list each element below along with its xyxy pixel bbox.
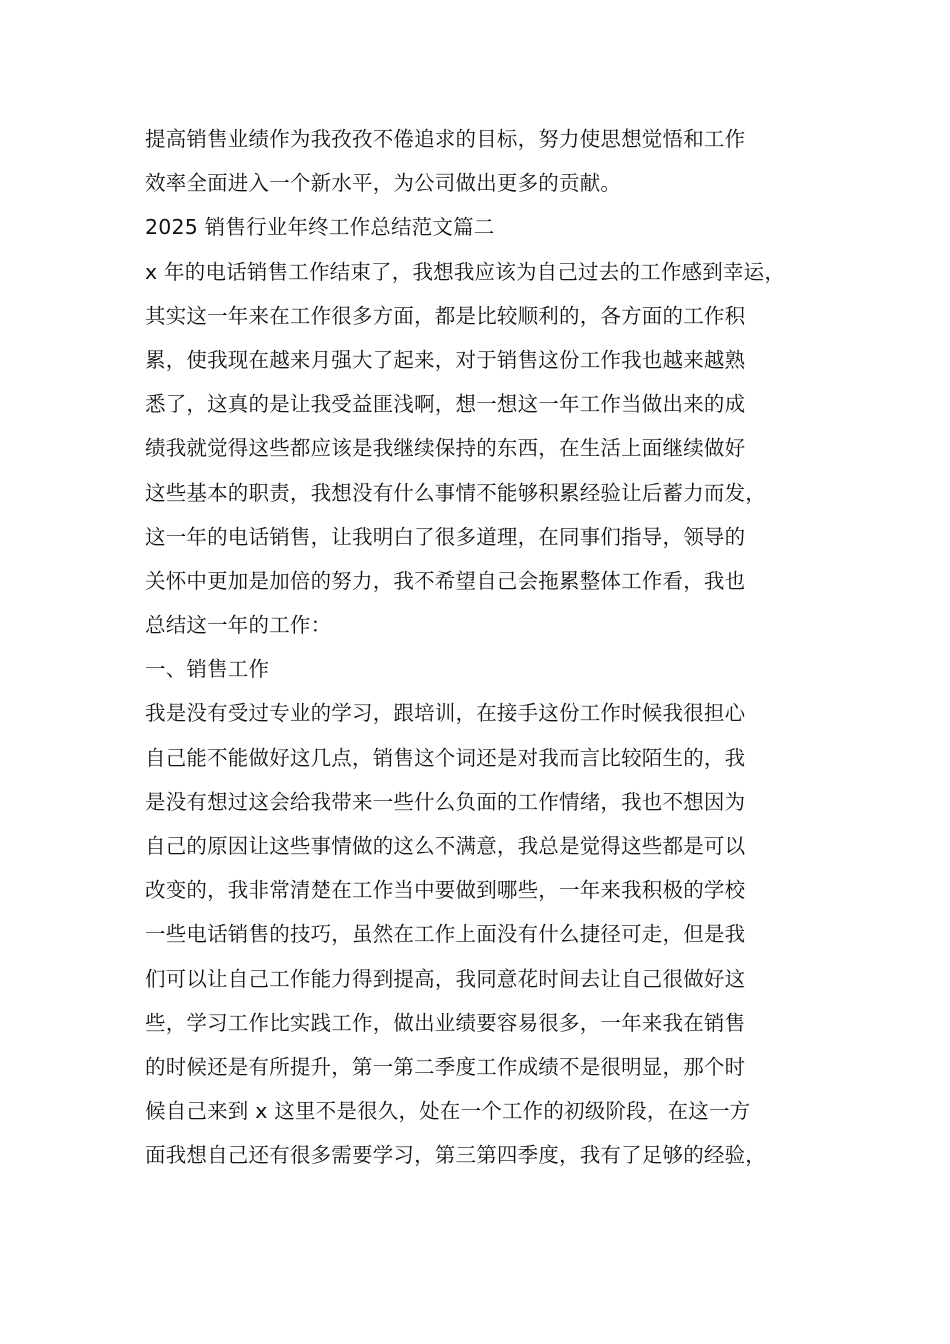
text-line: 一些电话销售的技巧，虽然在工作上面没有什么捷径可走，但是我	[145, 922, 746, 947]
text-line: 这一年的电话销售，让我明白了很多道理，在同事们指导，领导的	[145, 524, 746, 549]
text-line: x 年的电话销售工作结束了，我想我应该为自己过去的工作感到幸运，	[145, 259, 786, 284]
subsection-heading: 一、销售工作	[145, 657, 270, 682]
document-body	[145, 117, 835, 1178]
text-line: 面我想自己还有很多需要学习，第三第四季度，我有了足够的经验，	[145, 1143, 766, 1168]
text-line: 候自己来到 x 这里不是很久，处在一个工作的初级阶段，在这一方	[145, 1099, 751, 1124]
text-line: 悉了，这真的是让我受益匪浅啊，想一想这一年工作当做出来的成	[145, 392, 746, 417]
text-line: 累，使我现在越来月强大了起来，对于销售这份工作我也越来越熟	[145, 347, 746, 372]
text-line: 的时候还是有所提升，第一第二季度工作成绩不是很明显，那个时	[145, 1054, 746, 1079]
text-line: 些，学习工作比实践工作，做出业绩要容易很多，一年来我在销售	[145, 1010, 746, 1035]
text-line: 绩我就觉得这些都应该是我继续保持的东西，在生活上面继续做好	[145, 436, 746, 461]
text-line: 提高销售业绩作为我孜孜不倦追求的目标，努力使思想觉悟和工作	[145, 127, 746, 151]
text-line: 这些基本的职责，我想没有什么事情不能够积累经验让后蓄力而发，	[145, 480, 766, 505]
text-line: 总结这一年的工作：	[145, 613, 332, 638]
text-line: 关怀中更加是加倍的努力，我不希望自己会拖累整体工作看，我也	[145, 568, 746, 593]
text-line: 效率全面进入一个新水平，为公司做出更多的贡献。	[145, 171, 622, 196]
section-title: 2025 销售行业年终工作总结范文篇二	[145, 215, 495, 240]
text-line: 我是没有受过专业的学习，跟培训，在接手这份工作时候我很担心	[145, 701, 746, 726]
text-line: 自己的原因让这些事情做的这么不满意，我总是觉得这些都是可以	[145, 834, 746, 858]
text-line: 自己能不能做好这几点，销售这个词还是对我而言比较陌生的，我	[145, 745, 746, 770]
text-line: 们可以让自己工作能力得到提高，我同意花时间去让自己很做好这	[145, 966, 746, 991]
text-line: 是没有想过这会给我带来一些什么负面的工作情绪，我也不想因为	[145, 789, 746, 814]
text-line: 其实这一年来在工作很多方面，都是比较顺利的，各方面的工作积	[145, 303, 746, 328]
text-line: 改变的，我非常清楚在工作当中要做到哪些，一年来我积极的学校	[145, 878, 746, 903]
